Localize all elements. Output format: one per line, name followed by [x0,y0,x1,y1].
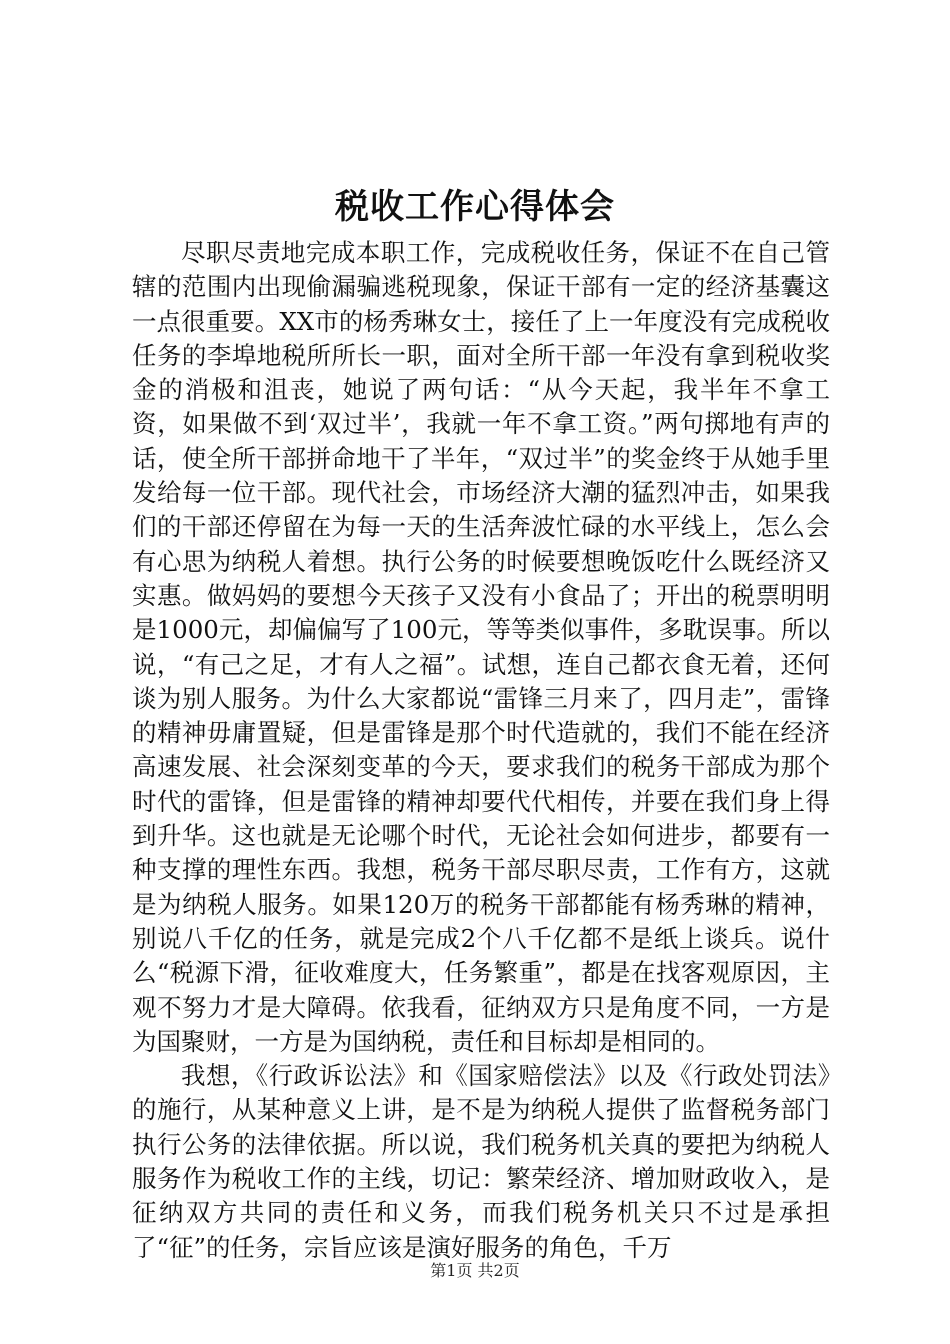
page-number: 第1页 共2页 [430,1261,520,1280]
paragraph: 我想，《行政诉讼法》和《国家赔偿法》以及《行政处罚法》的施行，从某种意义上讲，是不是为纳税人提供了监督税务部门执行公务的法律依据。所以说，我们税务机关真的要把为纳税人服务作为税收工作的主线，切记：繁荣经济、增加财政收入，是征纳双方共同的责任和义务，而我们税务机关只不过是承担了“征”的任务，宗旨应该是演好服务的角色，千万 [132,1061,830,1262]
document-title: 税收工作心得体会 [335,187,615,227]
document-body [132,236,830,1265]
paragraph: 尽职尽责地完成本职工作，完成税收任务，保证不在自己管辖的范围内出现偷漏骗逃税现象，保证干部有一定的经济基囊这一点很重要。XX市的杨秀琳女士，接任了上一年度没有完成税收任务的李埠地税所所长一职，面对全所干部一年没有拿到税收奖金的消极和沮丧，她说了两句话：“从今天起，我半年不拿工资，如果做不到‘双过半’，我就一年不拿工资。”两句掷地有声的话，使全所干部拼命地干了半年，“双过半”的奖金终于从她手里发给每一位干部。现代社会，市场经济大潮的猛烈冲击，如果我们的干部还停留在为每一天的生活奔波忙碌的水平线上，怎么会有心思为纳税人着想。执行公务的时候要想晚饭吃什么既经济又实惠。做妈妈的要想今天孩子又没有小食品了；开出的税票明明是1000元，却偏偏写了100元，等等类似事件，多耽误事。所以说，“有己之足，才有人之福”。试想，连自己都衣食无着，还何谈为别人服务。为什么大家都说“雷锋三月来了，四月走”，雷锋的精神毋庸置疑，但是雷锋是那个时代造就的，我们不能在经济高速发展、社会深刻变革的今天，要求我们的税务干部成为那个时代的雷锋，但是雷锋的精神却要代代相传，并要在我们身上得到升华。这也就是无论哪个时代，无论社会如何进步，都要有一种支撑的理性东西。我想，税务干部尽职尽责，工作有方，这就是为纳税人服务。如果120万的税务干部都能有杨秀琳的精神，别说八千亿的任务，就是完成2个八千亿都不是纸上谈兵。说什么“税源下滑，征收难度大，任务繁重”，都是在找客观原因，主观不努力才是大障碍。依我看，征纳双方只是角度不同，一方是为国聚财，一方是为国纳税，责任和目标却是相同的。 [132,238,830,1056]
